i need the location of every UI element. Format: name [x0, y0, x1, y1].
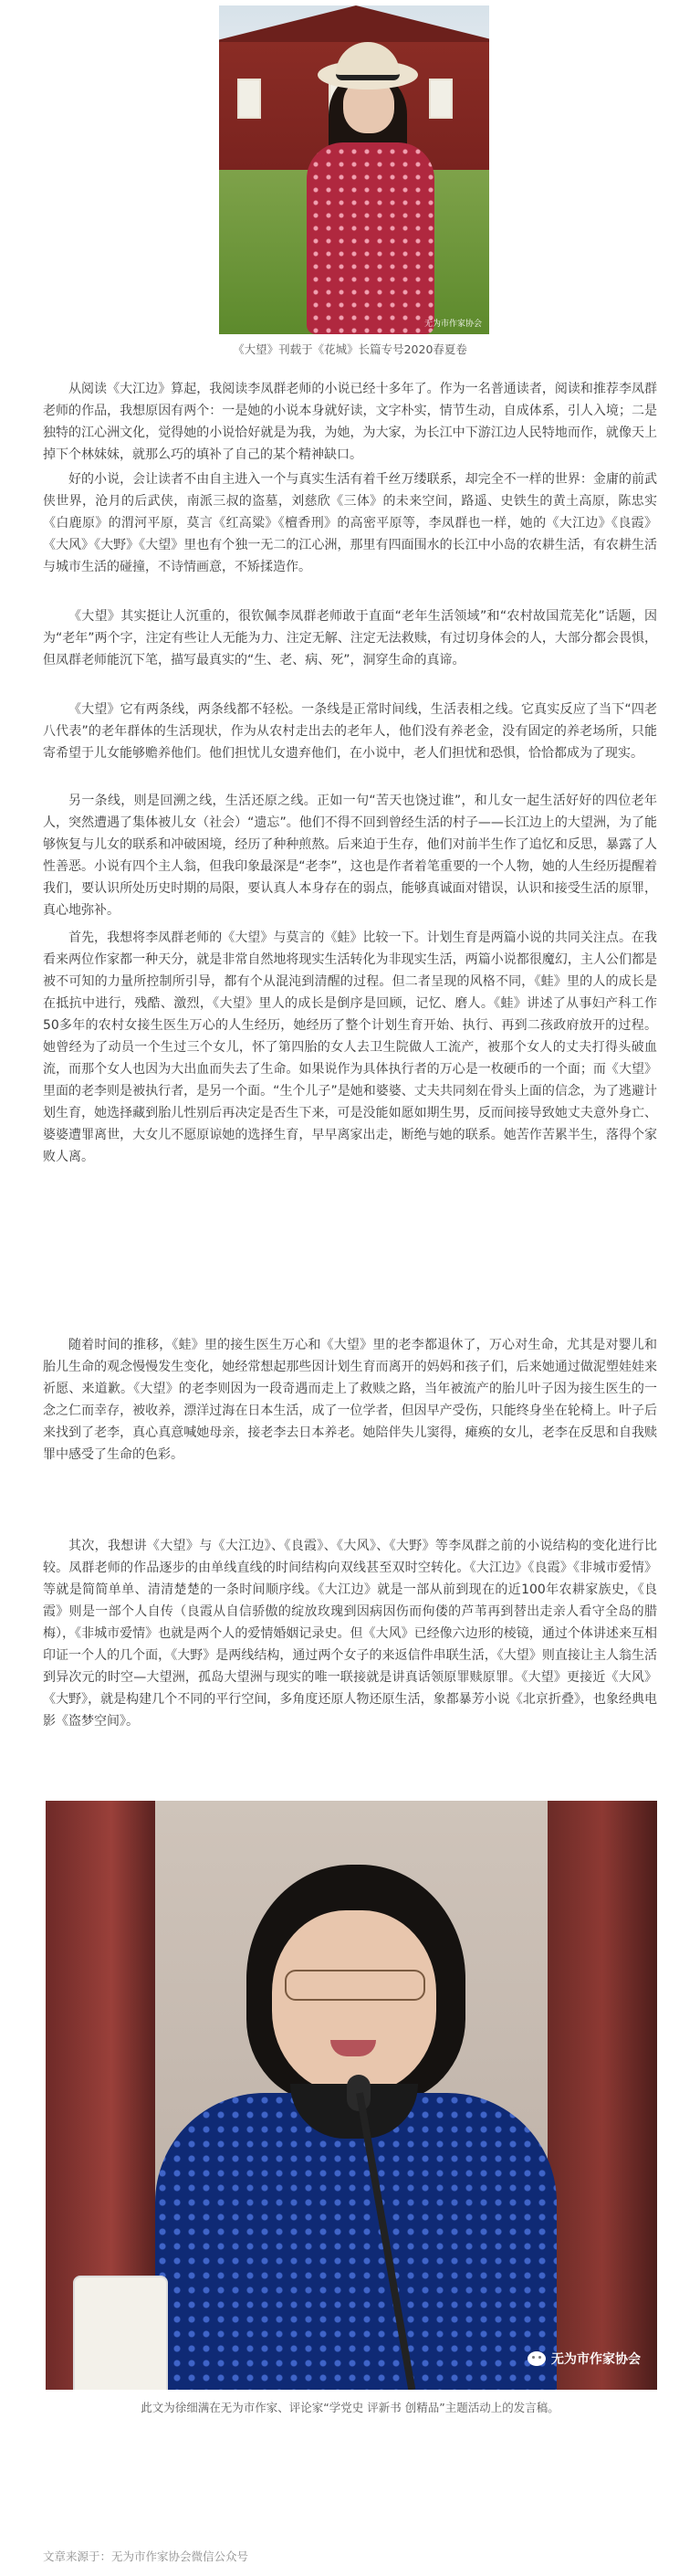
article-paragraph: 《大望》它有两条线，两条线都不轻松。一条线是正常时间线，生活表相之线。它真实反应了当下“四老八代表”的老年群体的生活现状，作为从农村走出去的老年人，他们没有养老金，没有固定的养老场所，只能寄希望于儿女能够赡养他们。他们担忧儿女遗弃他们，在小说中，老人们担忧和恐惧，恰恰都成为了现实。: [43, 702, 657, 761]
article-paragraph: 好的小说，会让读者不由自主进入一个与真实生活有着千丝万缕联系，却完全不一样的世界：金庸的前武侠世界，沧月的后武侠，南派三叔的盗墓，刘慈欣《三体》的未来空间，路遥、史铁生的黄土高原，陈忠实《白鹿原》的渭河平原，莫言《红高粱》《檀香刑》的高密平原等，李凤群也一样，她的《大江边》《良霞》《大风》《大野》《大望》里也有个独一无二的江心洲，那里有四面围水的长江中小岛的农耕生活，有农耕生活与城市生活的碰撞，不诗情画意，不矫揉造作。: [43, 472, 657, 574]
article-paragraph: 另一条线，则是回溯之线，生活还原之线。正如一句“苦天也饶过谁”，和儿女一起生活好好的四位老年人，突然遭遇了集体被儿女（社会）“遗忘”。他们不得不回到曾经生活的村子——长江边上的大望洲，为了能够恢复与儿女的联系和冲破困境，经历了种种煎熬。后来迫于生存，他们对前半生作了追忆和反思，暴露了人性善恶。小说有四个主人翁，但我印象最深是“老李”，这也是作者着笔重要的一个人物，她的人生经历提醒着我们，要认识所处历史时期的局限，要认真人本身存在的弱点，能够真诚面对错误，认识和接受生活的原罪，真心地弥补。: [43, 794, 657, 918]
article-source: 文章来源于：无为市作家协会微信公众号: [43, 2550, 249, 2563]
watermark-text: 无为市作家协会: [551, 2352, 641, 2367]
wechat-icon: [528, 2351, 546, 2366]
curtain-right: [548, 1801, 657, 2390]
article-paragraph: 首先，我想将李凤群老师的《大望》与莫言的《蛙》比较一下。计划生育是两篇小说的共同关注点。在我看来两位作家都一种天分，就是非常自然地将现实生活转化为非现实生活，两篇小说都很魔幻，主人公们都是被不可知的力量所控制所引导，都有个从混沌到清醒的过程。但二者呈现的风格不同，《蛙》里的人的成长是在抵抗中进行，残酷、激烈，《大望》里人的成长是倒序是回顾，记忆、磨人。《蛙》讲述了从事妇产科工作50多年的农村女接生医生万心的人生经历，她经历了整个计划生育开始、执行、再到二孩政府放开的过程。她曾经为了动员一个生过三个女儿，怀了第四胎的女人去卫生院做人工流产，被那个女人的丈夫打得头破血流，而那个女人也因为大出血而失去了生命。如果说作为具体执行者的万心是一枚硬币的一个面；而《大望》里面的老李则是被执行者，是另一个面。“生个儿子”是她和婆婆、丈夫共同刻在骨头上面的信念，为了逃避计划生育，她选择藏到胎儿性别后再决定是否生下来，可是没能如愿如期生男，反而间接导致她丈夫意外身亡、婆婆遭罪离世，大女儿不愿原谅她的选择生育，早早离家出走，断绝与她的联系。她苦作苦累半生，落得个家败人离。: [43, 931, 657, 1164]
speaker-photo: [46, 1801, 657, 2390]
photo-watermark: [528, 2350, 641, 2368]
photo-caption-bottom: 此文为徐细满在无为市作家、评论家“学党史 评新书 创精品”主题活动上的发言稿。: [141, 2401, 559, 2414]
face: [272, 1910, 436, 2093]
photo-watermark: 无为市作家协会: [423, 320, 482, 329]
barn-window: [429, 79, 453, 119]
glasses: [285, 1970, 425, 2001]
article-paragraph: 《大望》其实挺让人沉重的，很钦佩李凤群老师敢于直面“老年生活领域”和“农村故国荒芜化”话题，因为“老年”两个字，注定有些让人无能为力、注定无解、注定无法救赎，有过切身体会的人，大部分都会畏惧，但凤群老师能沉下笔，描写最真实的“生、老、病、死”，洞穿生命的真谛。: [43, 609, 657, 668]
article-paragraph: 从阅读《大江边》算起，我阅读李凤群老师的小说已经十多年了。作为一名普通读者，阅读和推荐李凤群老师的作品，我想原因有两个：一是她的小说本身就好读，文字朴实，情节生动，自成体系，引人入境；二是独特的江心洲文化，觉得她的小说恰好就是为我，为她，为大家，为长江中下游江边人民特地而作，就像天上掉下个林妹妹，就那么巧的填补了自己的某个精神缺口。: [43, 382, 657, 462]
tea-cup: [73, 2276, 168, 2390]
article-paragraph: 其次，我想讲《大望》与《大江边》、《良霞》、《大风》、《大野》等李凤群之前的小说结构的变化进行比较。凤群老师的作品逐步的由单线直线的时间结构向双线甚至双时空转化。《大江边》《良霞》《非城市爱情》等就是简简单单、清清楚楚的一条时间顺序线。《大江边》就是一部从前到现在的近100年农耕家族史，《良霞》则是一部个人自传（良霞从自信骄傲的绽放玫瑰到因病因伤而佝偻的芦苇再到替出走亲人看守全岛的腊梅），《非城市爱情》也就是两个人的爱情婚姻记录史。但《大风》已经像六边形的棱镜，通过个体讲述来互相印证一个人的几个面，《大野》是两线结构，通过两个女子的来返信件串联生活，《大望》则直接让主人翁生活到异次元的时空—大望洲，孤岛大望洲与现实的唯一联接就是讲真话领原罪赎原罪。《大望》更接近《大风》《大野》，就是构建几个不同的平行空间，多角度还原人物还原生活，象都暴芳小说《北京折叠》，也象经典电影《盗梦空间》。: [43, 1539, 657, 1729]
barn-window: [237, 79, 261, 119]
author-photo-top: [219, 5, 489, 334]
floral-dress: [307, 142, 434, 334]
article-paragraph: 随着时间的推移，《蛙》里的接生医生万心和《大望》里的老李都退休了，万心对生命，尤其是对婴儿和胎儿生命的观念慢慢发生变化，她经常想起那些因计划生育而离开的妈妈和孩子们，后来她通过做泥塑娃娃来祈愿、来道歉。《大望》的老李则因为一段奇遇而走上了救赎之路，当年被流产的胎儿叶子因为接生医生的一念之仁而幸存，被收养，漂洋过海在日本生活，成了一位学者，但因早产受伤，只能终身坐在轮椅上。叶子后来找到了老李，真心真意喊她母亲，接老李去日本养老。她陪伴失儿窦得，瘫痪的女儿，老李在反思和自我赎罪中感受了生命的色彩。: [43, 1338, 657, 1462]
photo-caption-top: 《大望》刊载于《花城》长篇专号2020春夏卷: [233, 342, 467, 356]
